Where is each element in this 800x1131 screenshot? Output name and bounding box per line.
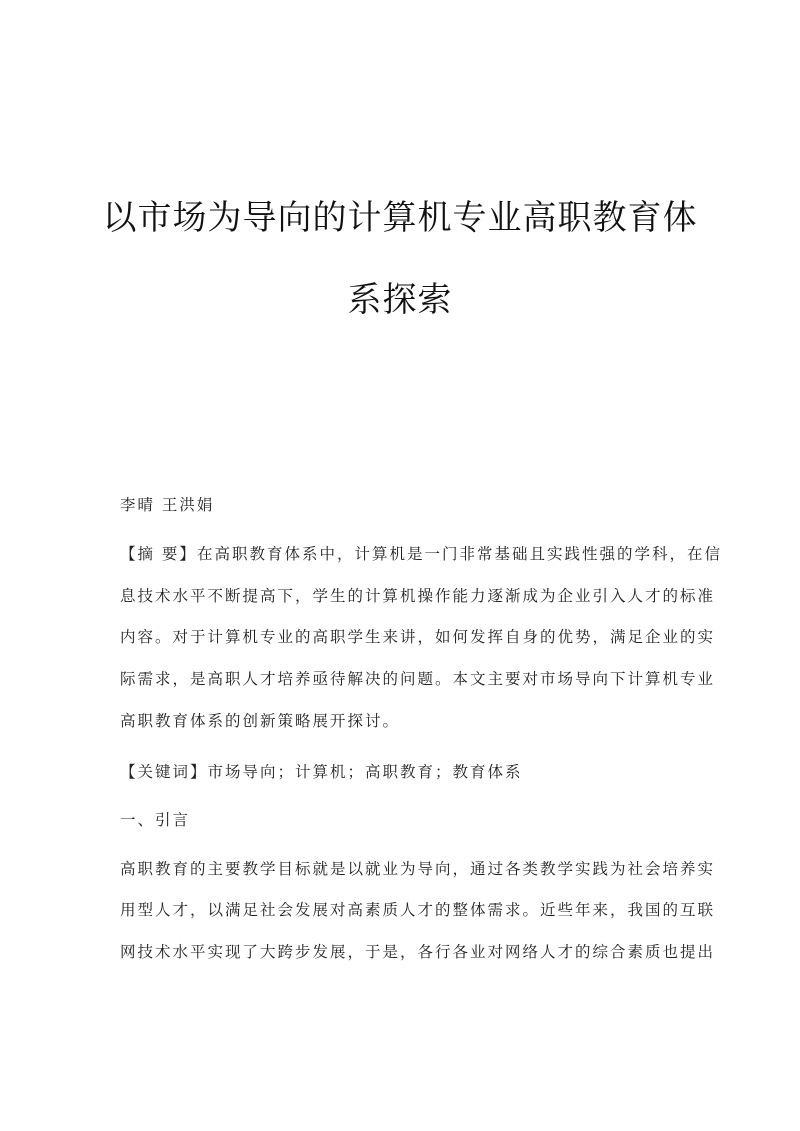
author-names: 李晴 王洪娟 — [120, 496, 215, 514]
document-title-line-2: 系探索 — [347, 280, 453, 320]
abstract-line-4: 际需求，是高职人才培养亟待解决的问题。本文主要对市场导向下计算机专业 — [120, 670, 716, 688]
abstract-text-1: 在高职教育体系中，计算机是一门非常基础且实践性强的学科，在信 — [196, 545, 722, 563]
paragraph-line-2: 用型人才，以满足社会发展对高素质人才的整体需求。近些年来，我国的互联 — [120, 901, 716, 919]
keywords-label: 【关键词】 — [120, 763, 208, 781]
paragraph-line-3: 网技术水平实现了大跨步发展，于是，各行各业对网络人才的综合素质也提出 — [120, 943, 716, 961]
abstract-line-5: 高职教育体系的创新策略展开探讨。 — [120, 712, 401, 730]
abstract-line-1 — [120, 542, 722, 564]
paragraph-line-1: 高职教育的主要教学目标就是以就业为导向，通过各类教学实践为社会培养实 — [120, 860, 716, 878]
abstract-line-2: 息技术水平不断提高下，学生的计算机操作能力逐渐成为企业引入人才的标准 — [120, 587, 716, 605]
abstract-label: 【摘 要】 — [120, 545, 197, 563]
keywords-text: 市场导向；计算机；高职教育；教育体系 — [207, 763, 523, 781]
section-heading-introduction: 一、引言 — [120, 811, 191, 829]
abstract-line-3: 内容。对于计算机专业的高职学生来讲，如何发挥自身的优势，满足企业的实 — [120, 628, 716, 646]
document-title-line-1: 以市场为导向的计算机专业高职教育体 — [102, 198, 698, 238]
keywords-line — [120, 760, 685, 782]
